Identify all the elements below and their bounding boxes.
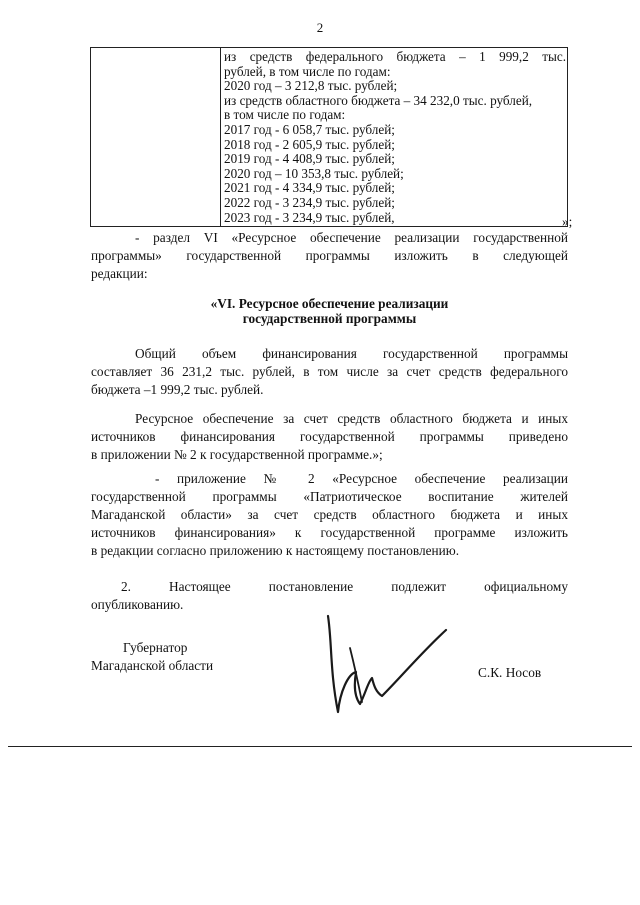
table-cell-funding [224, 50, 566, 225]
signatory-name: С.К. Носов [478, 665, 542, 680]
table-line: 2019 год - 4 408,9 тыс. рублей; [224, 151, 395, 167]
table-line: рублей, в том числе по годам: [224, 63, 391, 79]
table-line: из средств федерального бюджета – 1 999,2 тыс. [224, 49, 566, 64]
paragraph-line: в приложении № 2 к государственной программе.»; [91, 447, 383, 462]
handwritten-signature [310, 612, 460, 722]
paragraph-line: редакции: [91, 266, 148, 281]
paragraph-line: составляет 36 231,2 тыс. рублей, в том числе за счет средств федерального [91, 364, 568, 379]
signatory-title [91, 639, 213, 675]
paragraph-line: опубликованию. [91, 597, 184, 612]
table-line: 2023 год - 3 234,9 тыс. рублей, [224, 209, 395, 225]
table-closing-quote: »; [562, 214, 573, 229]
paragraph-regional-funding [91, 410, 568, 464]
paragraph-appendix-2 [91, 470, 568, 560]
paragraph-line: Магаданской области» за счет средств областного бюджета и иных [91, 507, 568, 522]
table-line: 2022 год - 3 234,9 тыс. рублей; [224, 194, 395, 210]
table-line: 2020 год – 10 353,8 тыс. рублей; [224, 165, 404, 181]
paragraph-line: в редакции согласно приложению к настоящему постановлению. [91, 543, 460, 558]
paragraph-line: 2. Настоящее постановление подлежит официальному [121, 579, 568, 594]
table-line: из средств областного бюджета – 34 232,0 тыс. рублей, [224, 92, 533, 108]
paragraph-line: - раздел VI «Ресурсное обеспечение реализации государственной [135, 230, 568, 245]
paragraph-section-vi [91, 229, 568, 283]
table-line: 2018 год - 2 605,9 тыс. рублей; [224, 136, 395, 152]
table-line: 2017 год - 6 058,7 тыс. рублей; [224, 121, 395, 137]
signatory-title-line: Губернатор [123, 640, 188, 655]
signatory-title-line: Магаданской области [91, 658, 214, 673]
section-heading [91, 296, 568, 326]
paragraph-total-funding [91, 345, 568, 399]
paragraph-line: Ресурсное обеспечение за счет средств областного бюджета и иных [135, 411, 568, 426]
table-line: в том числе по годам: [224, 107, 346, 123]
paragraph-line: Общий объем финансирования государственной программы [135, 346, 568, 361]
footer-rule [8, 746, 632, 747]
paragraph-line: источников финансирования государственной программы приведено [91, 429, 568, 444]
paragraph-line: источников финансирования» к государственной программе изложить [91, 525, 568, 540]
paragraph-line: бюджета –1 999,2 тыс. рублей. [91, 382, 264, 397]
paragraph-line: программы» государственной программы изложить в следующей [91, 248, 568, 263]
paragraph-line: - приложение № 2 «Ресурсное обеспечение реализации [155, 471, 568, 486]
page-number: 2 [316, 20, 324, 35]
paragraph-publication [91, 578, 568, 614]
table-line: 2020 год – 3 212,8 тыс. рублей; [224, 78, 398, 94]
heading-line: государственной программы [242, 311, 417, 326]
table-line: 2021 год - 4 334,9 тыс. рублей; [224, 180, 395, 196]
paragraph-line: государственной программы «Патриотическое воспитание жителей [91, 489, 568, 504]
table-column-divider [220, 48, 221, 226]
resource-table [90, 47, 568, 227]
heading-line: «VI. Ресурсное обеспечение реализации [210, 296, 449, 311]
